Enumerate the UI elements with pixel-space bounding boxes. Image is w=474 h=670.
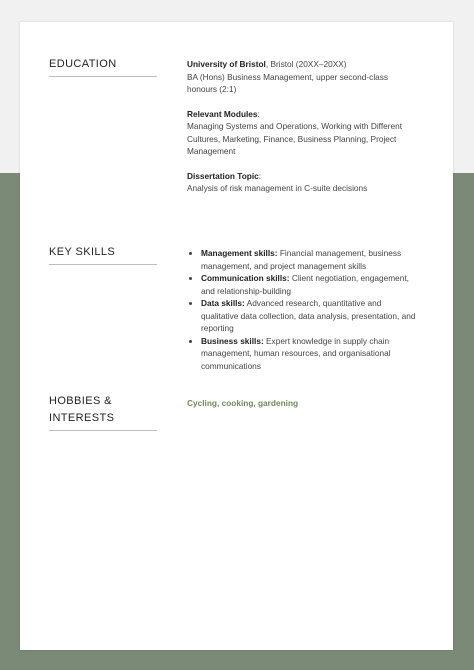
- dissertation-colon: :: [258, 170, 262, 181]
- skills-list: [187, 247, 417, 372]
- university-line: [187, 58, 417, 71]
- resume-page: [20, 22, 453, 650]
- university-location: , Bristol (20XX–20XX): [265, 59, 347, 69]
- skill-item: [201, 272, 417, 297]
- skill-text: Expert knowledge in supply chain management, human resources, and organisational communications: [201, 335, 391, 371]
- hobbies-heading: HOBBIES & INTERESTS: [49, 393, 157, 431]
- degree: BA (Hons) Business Management, upper second-class honours (2:1): [187, 71, 389, 94]
- modules-colon: :: [257, 108, 260, 119]
- education-content: [187, 58, 417, 195]
- skill-text: Advanced research, quantitative and qualitative data collection, data analysis, presentation, and reporting: [201, 298, 416, 333]
- university-name: University of Bristol: [187, 59, 266, 69]
- skill-item: [201, 247, 417, 272]
- education-heading: EDUCATION: [49, 56, 157, 77]
- skill-text: Client negotiation, engagement, and relationship-building: [201, 273, 409, 296]
- dissertation-label-line: [187, 170, 417, 183]
- skill-label: Data skills:: [201, 298, 245, 308]
- dissertation-topic: Analysis of risk management in C-suite decisions: [187, 183, 368, 193]
- key-skills-content: [187, 247, 417, 372]
- skill-item: [201, 297, 417, 335]
- skill-label: Communication skills:: [201, 273, 290, 283]
- modules-label: Relevant Modules: [187, 108, 258, 119]
- modules-label-line: [187, 108, 417, 121]
- skill-item: [201, 335, 417, 373]
- modules-list: Managing Systems and Operations, Working with Different Cultures, Marketing, Finance, Business Planning, Project Management: [187, 121, 403, 156]
- dissertation-label: Dissertation Topic: [187, 170, 259, 181]
- skill-text: Financial management, business management, and project management skills: [201, 248, 402, 271]
- skill-label: Business skills:: [201, 335, 264, 346]
- skill-label: Management skills:: [201, 248, 278, 258]
- hobbies-text: Cycling, cooking, gardening: [187, 398, 299, 408]
- key-skills-heading: KEY SKILLS: [49, 244, 157, 265]
